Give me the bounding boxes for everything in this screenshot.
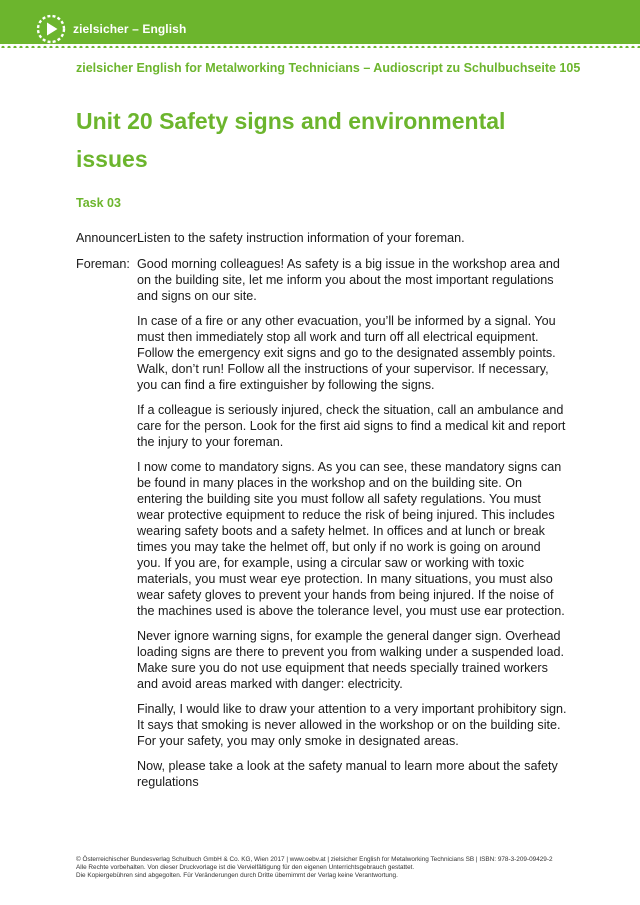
footer-line: Alle Rechte vorbehalten. Von dieser Druckvorlage ist die Vervielfältigung für den eigenen Unterrichtsgebrauch gestattet. bbox=[76, 864, 415, 871]
page-title: Unit 20 Safety signs and environmental issues bbox=[76, 108, 506, 172]
foreman-paragraph: In case of a fire or any other evacuation, you’ll be informed by a signal. You must then immediately stop all work and turn off all electrical equipment. Follow the emergency exit signs and go to the designated assembly points. Walk, don’t run! Follow all the instructions of your supervisor. If necessary, you can find a fire extinguisher by following the signs. bbox=[137, 314, 556, 392]
foreman-paragraph: Never ignore warning signs, for example the general danger sign. Overhead loading signs are there to prevent you from walking under a suspended load. Make sure you do not use equipment that needs specially trained workers and avoid areas marked with danger: electricity. bbox=[137, 629, 565, 691]
header-banner-dotted-edge bbox=[0, 40, 640, 48]
speaker-announcer: Announcer: bbox=[76, 231, 141, 245]
foreman-paragraph: Now, please take a look at the safety manual to learn more about the safety regulations bbox=[137, 759, 558, 789]
announcer-text: Listen to the safety instruction information of your foreman. bbox=[137, 231, 465, 245]
brand-name: zielsicher – English bbox=[73, 22, 187, 36]
foreman-text bbox=[137, 256, 567, 799]
footer-line: Die Kopiergebühren sind abgegolten. Für Veränderungen durch Dritte übernimmt der Verlag keine Verantwortung. bbox=[76, 872, 398, 879]
foreman-paragraph: Good morning colleagues! As safety is a big issue in the workshop area and on the building site, let me inform you about the most important regulations and signs on our site. bbox=[137, 257, 560, 303]
document-subtitle: zielsicher English for Metalworking Technicians – Audioscript zu Schulbuchseite 105 bbox=[76, 61, 581, 75]
speaker-foreman: Foreman: bbox=[76, 257, 130, 271]
foreman-paragraph: Finally, I would like to draw your attention to a very important prohibitory sign. It says that smoking is never allowed in the workshop or on the building site. For your safety, you may only smoke in designated areas. bbox=[137, 702, 567, 748]
footer-line: © Österreichischer Bundesverlag Schulbuch GmbH & Co. KG, Wien 2017 | www.oebv.at | zielsicher English for Metalworking Technicians SB | ISBN: 978-3-209-09429-2 bbox=[76, 856, 553, 863]
play-icon bbox=[36, 14, 66, 44]
foreman-paragraph: I now come to mandatory signs. As you can see, these mandatory signs can be found in many places in the workshop and on the building site. On entering the building site you must follow all safety regulations. You must wear protective equipment to reduce the risk of being injured. This includes wearing safety boots and a safety helmet. In offices and at lunch or break times you may take the helmet off, but only if no work is going on around you. If you are, for example, using a circular saw or working with toxic materials, you must wear eye protection. In many situations, you must also wear safety gloves to prevent your hands from being injured. If the noise of the machines used is above the tolerance level, you must use ear protection. bbox=[137, 460, 565, 618]
copyright-footer bbox=[76, 856, 596, 880]
foreman-paragraph: If a colleague is seriously injured, check the situation, call an ambulance and care for the person. Look for the first aid signs to find a medical kit and report the injury to your foreman. bbox=[137, 403, 566, 449]
task-label: Task 03 bbox=[76, 196, 121, 210]
